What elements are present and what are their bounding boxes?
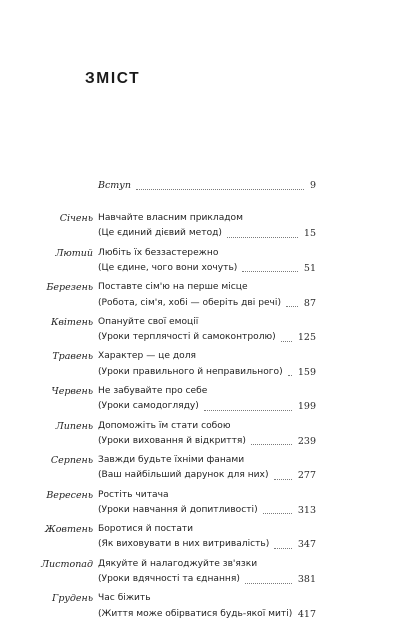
toc-chapter-subtitle: (Уроки терплячості й самоконтролю) — [98, 332, 276, 343]
toc-chapter-title: Опануйте свої емоції — [98, 316, 199, 327]
toc-chapter-title: Навчайте власним прикладом — [98, 213, 243, 224]
toc-chapter-title: Час біжить — [98, 593, 151, 604]
toc-page-number: 51 — [303, 262, 316, 274]
toc-chapter-title: Допоможіть їм стати собою — [98, 420, 231, 431]
toc-month: Грудень — [52, 593, 93, 605]
toc-entry[interactable] — [0, 315, 400, 345]
toc-chapter-title: Любіть їх беззастережно — [98, 247, 219, 258]
toc-page-number: 159 — [297, 366, 316, 378]
toc-page-number: 87 — [303, 297, 316, 309]
toc-dot-leader — [227, 237, 298, 238]
toc-dot-leader — [242, 271, 298, 272]
toc-page-number: 125 — [297, 332, 316, 344]
toc-chapter-subtitle: (Це єдиний дієвий метод) — [98, 228, 222, 239]
toc-month: Квітень — [51, 316, 93, 328]
toc-entry[interactable] — [0, 419, 400, 449]
toc-month: Січень — [59, 213, 93, 225]
toc-page-number: 9 — [309, 180, 316, 191]
toc-entry[interactable] — [0, 178, 400, 193]
toc-entry[interactable] — [0, 453, 400, 483]
toc-dot-leader — [274, 479, 292, 480]
toc-chapter-title: Поставте сім'ю на перше місце — [98, 282, 248, 293]
toc-chapter-subtitle: (Уроки правильного й неправильного) — [98, 366, 283, 377]
toc-entry[interactable] — [0, 591, 400, 621]
toc-chapter-title: Дякуйте й налагоджуйте зв'язки — [98, 558, 258, 569]
toc-page-number: 199 — [297, 401, 316, 413]
toc-entry[interactable] — [0, 246, 400, 276]
toc-chapter-title: Характер — це доля — [98, 351, 196, 362]
toc-chapter-title: Не забувайте про себе — [98, 386, 208, 396]
toc-chapter-subtitle: (Уроки навчання й допитливості) — [98, 504, 258, 515]
toc-month: Листопад — [41, 558, 93, 570]
toc-dot-leader — [288, 375, 292, 376]
toc-dot-leader — [251, 444, 292, 445]
toc-chapter-subtitle: (Ваш найбільший дарунок для них) — [98, 470, 269, 481]
toc-month: Лютий — [55, 247, 93, 259]
page-title: ЗМІСТ — [85, 70, 141, 87]
toc-chapter-title: Ростіть читача — [98, 489, 169, 500]
toc-dot-leader — [274, 548, 292, 549]
toc-entry[interactable] — [0, 211, 400, 241]
toc-chapter-subtitle: (Уроки самодогляду) — [98, 401, 199, 412]
toc-page-number: 239 — [297, 435, 316, 447]
toc-page-number: 313 — [297, 504, 316, 516]
toc-chapter-subtitle: (Уроки вдячності та єднання) — [98, 574, 240, 584]
toc-month: Березень — [46, 282, 93, 294]
toc-month: Червень — [51, 386, 93, 397]
toc-month: Вересень — [46, 489, 93, 501]
toc-entry[interactable] — [0, 384, 400, 414]
toc-dot-leader — [245, 583, 292, 584]
toc-page-number: 417 — [297, 608, 316, 620]
toc-chapter-title: Вступ — [98, 180, 131, 191]
toc-dot-leader — [204, 410, 292, 411]
toc-dot-leader — [286, 306, 298, 307]
toc-dot-leader — [136, 189, 304, 190]
toc-page-number: 277 — [297, 470, 316, 482]
toc-chapter-subtitle: (Життя може обірватися будь-якої миті) — [98, 608, 293, 619]
toc-page-number: 15 — [303, 228, 316, 240]
toc-chapter-subtitle: (Це єдине, чого вони хочуть) — [98, 262, 238, 273]
toc-chapter-title: Боротися й постати — [98, 524, 194, 535]
toc-month: Травень — [52, 351, 93, 363]
toc-entry[interactable] — [0, 280, 400, 310]
toc-entry[interactable] — [0, 488, 400, 518]
toc-entry[interactable] — [0, 557, 400, 587]
toc-chapter-subtitle: (Як виховувати в них витривалість) — [98, 539, 270, 550]
toc-dot-leader — [281, 341, 292, 342]
toc-page-number: 381 — [297, 574, 316, 585]
toc-month: Липень — [55, 420, 93, 432]
toc-month: Жовтень — [45, 524, 93, 536]
table-of-contents — [0, 178, 400, 626]
toc-dot-leader — [263, 513, 292, 514]
toc-page-number: 347 — [297, 539, 316, 551]
toc-month: Серпень — [50, 455, 93, 467]
toc-entry[interactable] — [0, 522, 400, 552]
toc-chapter-title: Завжди будьте їхніми фанами — [98, 455, 245, 466]
toc-chapter-subtitle: (Уроки виховання й відкриття) — [98, 435, 246, 446]
toc-chapter-subtitle: (Робота, сім'я, хобі — оберіть дві речі) — [98, 297, 282, 308]
toc-entry[interactable] — [0, 349, 400, 379]
